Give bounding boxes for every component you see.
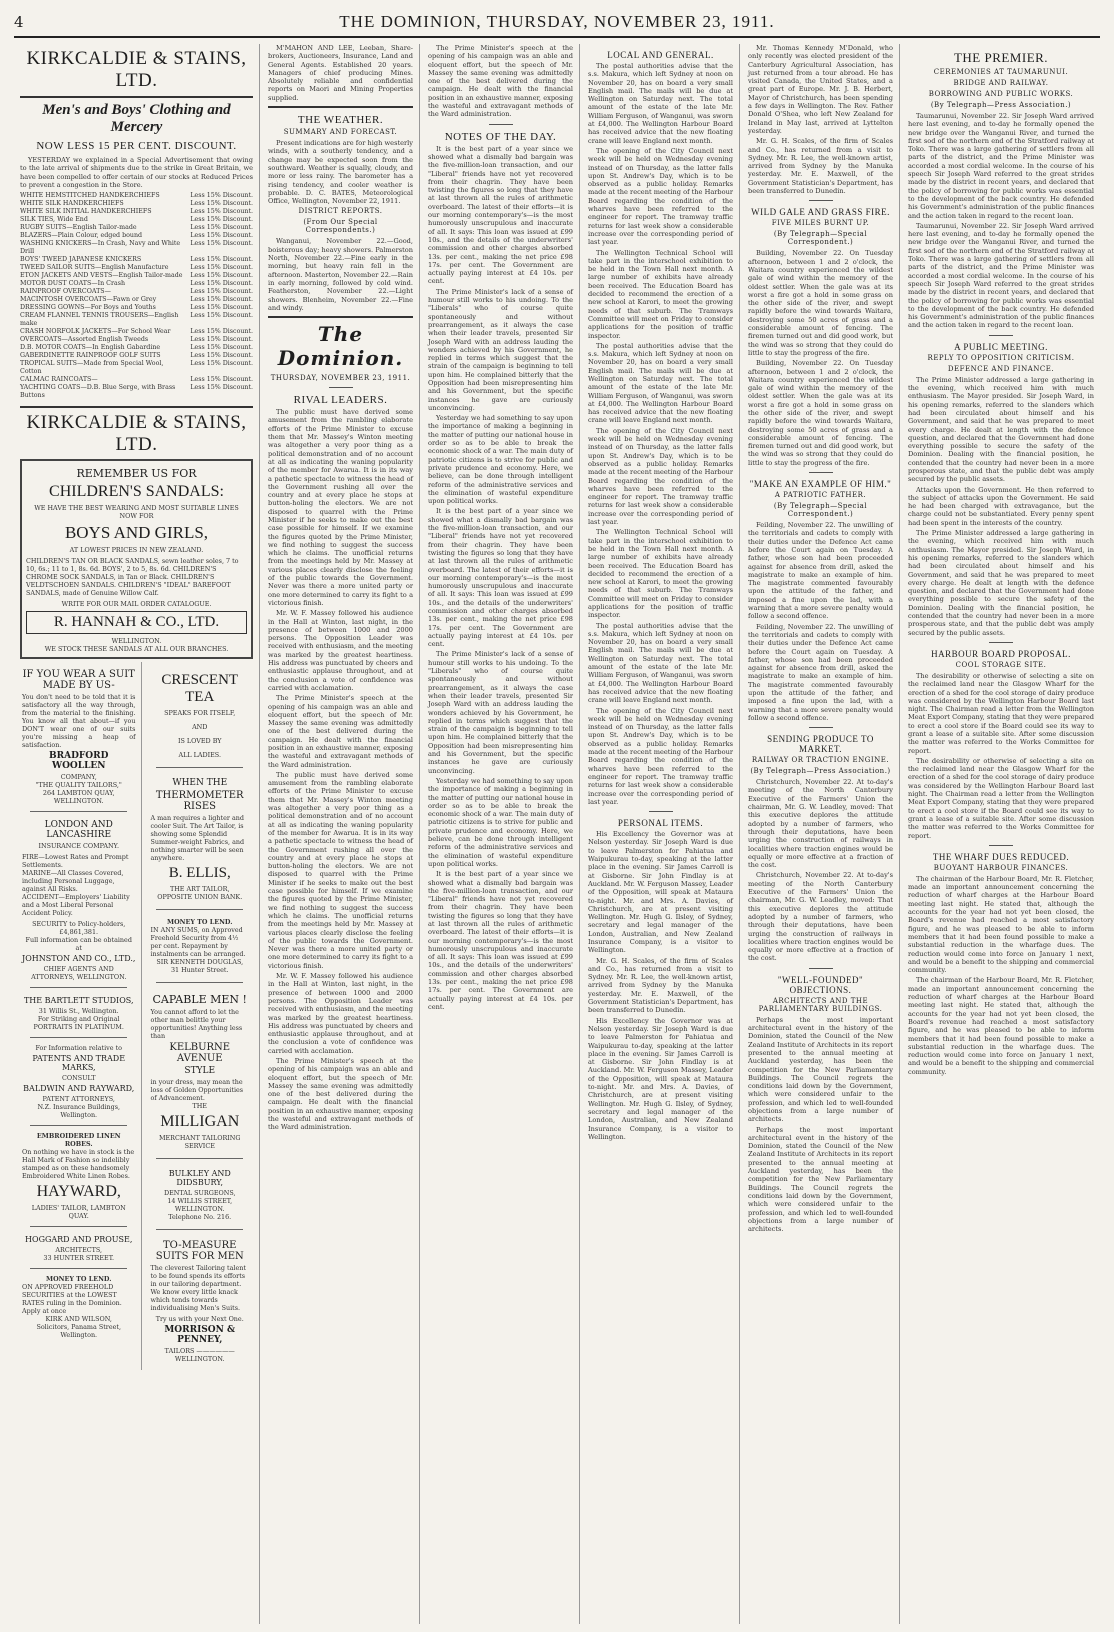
crescent-l1: SPEAKS FOR ITSELF,: [164, 709, 236, 718]
price-item-discount: Less 15% Discount.: [190, 360, 253, 368]
weather-corr: (From Our Special Correspondents.): [303, 218, 378, 235]
column-1: [14, 44, 260, 1624]
ll-fire: FIRE—Lowest Rates and Prompt Settlements.: [22, 853, 129, 870]
masthead: [14, 8, 1100, 38]
price-item-name: OVERCOATS—Assorted English Tweeds: [20, 336, 149, 344]
price-list-item: [20, 216, 253, 224]
sending-produce-body: Christchurch, November 22. At to-day's meeting of the North Canterbury Executive of the Farmers' Union the chairman, Mr. G. W. Leadley, moved: That this executive deplores the attitude adopted by a number of farmers, who through their deputations, have been urging the construction of railways in localities where traction engines would be equally or more effective at a fraction of the cost. Christchurch, November 22. At to-day's meeting of the North Canterbury Executive of the Farmers' Union the chairman, Mr. G. W. Leadley, moved: That this executive deplores the attitude adopted by a number of farmers, who through their deputations, have been urging the construction of railways in localities where traction engines would be equally or more effective at a fraction of the cost.: [748, 778, 893, 963]
bartlett-l1: For Striking and Original: [37, 1015, 120, 1024]
premier-body: Taumarunui, November 22. Sir Joseph Ward arrived here last evening, and to-day he formally opened the new bridge over the Wanganui River, and turned the first sod of the northern end of the Stratford railway at Toko. There was a large gathering of settlers from all parts of the district, and the Prime Minister was accorded a most cordial welcome. In the course of his speech Sir Joseph Ward referred to the great strides made by the district in recent years, and declared that the policy of borrowing for public works was essential to the development of the back country. He defended his Government's administration of the public finances and the action taken in regard to the recent loan. Taumarunui, November 22. Sir Joseph Ward arrived here last evening, and to-day he formally opened the new bridge over the Wanganui River, and turned the first sod of the northern end of the Stratford railway at Toko. There was a large gathering of settlers from all parts of the district, and the Prime Minister was accorded a most cordial welcome. In the course of his speech Sir Joseph Ward referred to the great strides made by the district in recent years, and declared that the policy of borrowing for public works was essential to the development of the back country. He defended his Government's administration of the public finances and the action taken in regard to the recent loan.: [908, 112, 1094, 330]
column-3: [422, 44, 580, 1624]
price-item-name: CRASH NORFOLK JACKETS—For School Wear: [20, 328, 171, 336]
example-heading: "MAKE AN EXAMPLE OF HIM.": [749, 479, 892, 490]
column-4: [582, 44, 740, 1624]
money-lend-body: IN ANY SUMS, on Approved Freehold Security from 4½ per cent. Repayment by instalments can be arranged.: [150, 926, 246, 959]
price-list-item: [20, 360, 253, 376]
price-item-discount: Less 15% Discount.: [190, 296, 253, 304]
bartlett-l2: PORTRAITS IN PLATINUM.: [33, 1023, 124, 1032]
kirkcaldie-sandals-name: KIRKCALDIE & STAINS, LTD.: [26, 412, 247, 456]
price-item-name: BOYS' TWEED JAPANESE KNICKERS: [20, 256, 142, 264]
milligan-sub: MERCHANT TAILORING SERVICE: [158, 1134, 241, 1151]
price-list-item: [20, 312, 253, 328]
wild-gale-body: Building, November 22. On Tuesday afternoon, between 1 and 2 o'clock, the Waitara country experienced the wildest gale of wind within the memory of the oldest settler. When the gale was at its worst a fire got a hold in some grass on the other side of the river, and swept rapidly before the wind towards Waitara, destroying some 50 acres of grass and a considerable amount of fencing. The firemen turned out and did good work, but the wind was so strong that they could do little to stay the progress of the fire. Building, November 22. On Tuesday afternoon, between 1 and 2 o'clock, the Waitara country experienced the wildest gale of wind within the memory of the oldest settler. When the gale was at its worst a fire got a hold in some grass on the other side of the river, and swept rapidly before the wind towards Waitara, destroying some 50 acres of grass and a considerable amount of fencing. The firemen turned out and did good work, but the wind was so strong that they could do little to stay the progress of the fire.: [748, 249, 893, 467]
morrison-name: MORRISON & PENNEY,: [164, 1325, 236, 1346]
hoggard-addr: 33 HUNTER STREET.: [43, 1254, 115, 1263]
weather-body: Present indications are for high westerly winds, with a southerly tendency, and a change may be expected soon from the southward. Weather is squally, cloudy, and more or less rainy. The barometer has a rising tendency, and cooler weather is probable. D. C. BATES, Meteorological Office, Wellington, November 22, 1911.: [268, 139, 413, 206]
milligan-name: MILLIGAN: [160, 1113, 240, 1131]
mlb-addr: Solicitors, Panama Street, Wellington.: [36, 1323, 122, 1340]
district-reports: DISTRICT REPORTS.: [298, 207, 383, 216]
notes-body: It is the best part of a year since we showed what a dismally bad bargain was the five-million-loan transaction, and our "Liberal" friends have not yet recovered from their chagrin. They have been twisting the figures so long that they have at last thrown all the rules of arithmetic overboard. The latest of their efforts—it is our morning contemporary's—is the most humorously unscrupulous and inaccurate of all. It says: This loan was issued at £99 10s., and the details of the underwriters' commission and other charges absorbed 13s. per cent., making the net price £98 17s. per cent. The Government are actually paying interest at £4 10s. per cent. The Prime Minister's lack of a sense of humour still works to his undoing. To the "Liberals" who of course quite spontaneously and without prearrangement, as it always the case when their leader travels, presented Sir Joseph Ward with an address lauding the wonders achieved by his Government, he replied in terms which suggest that the strain of the campaign is beginning to tell upon him. He complained bitterly that the Opposition had been misrepresenting him and his Government, but the specific instances he gave are curiously unconvincing. Yesterday we had something to say upon the importance of making a beginning in the matter of putting our national house in order so as to be able to break the economic shock of a war. The main duty of patriotic citizens is to strive for public and private prudence and economy. Here, we believe, can be done through intelligent reform of the administrative services and the elimination of wasteful expenditure upon political works. It is the best part of a year since we showed what a dismally bad bargain was the five-million-loan transaction, and our "Liberal" friends have not yet recovered from their chagrin. They have been twisting the figures so long that they have at last thrown all the rules of arithmetic overboard. The latest of their efforts—it is our morning contemporary's—is the most humorously unscrupulous and inaccurate of all. It says: This loan was issued at £99 10s., and the details of the underwriters' commission and other charges absorbed 13s. per cent., making the net price £98 17s. per cent. The Government are actually paying interest at £4 10s. per cent. The Prime Minister's lack of a sense of humour still works to his undoing. To the "Liberals" who of course quite spontaneously and without prearrangement, as it always the case when their leader travels, presented Sir Joseph Ward with an address lauding the wonders achieved by his Government, he replied in terms which suggest that the strain of the campaign is beginning to tell upon him. He complained bitterly that the Opposition had been misrepresenting him and his Government, but the specific instances he gave are curiously unconvincing. Yesterday we had something to say upon the importance of making a beginning in the matter of putting our national house in order so as to be able to break the economic shock of a war. The main duty of patriotic citizens is to strive for public and private prudence and economy. Here, we believe, can be done through intelligent reform of the administrative services and the elimination of wasteful expenditure upon political works. It is the best part of a year since we showed what a dismally bad bargain was the five-million-loan transaction, and our "Liberal" friends have not yet recovered from their chagrin. They have been twisting the figures so long that they have at last thrown all the rules of arithmetic overboard. The latest of their efforts—it is our morning contemporary's—is the most humorously unscrupulous and inaccurate of all. It says: This loan was issued at £99 10s., and the details of the underwriters' commission and other charges absorbed 13s. per cent., making the net price £98 17s. per cent. The Government are actually paying interest at £4 10s. per cent.: [428, 144, 573, 1011]
money-lend-addr: 31 Hunter Street.: [170, 966, 229, 975]
intro-text: YESTERDAY we explained in a Special Advertisement that owing to the late arrival of shipments due to the strike in Great Britain, we have been compelled to offer certain of our stocks at Reduced Prices to prevent a congestion in the Store.: [20, 156, 253, 189]
sandals-detail: CHILDREN'S TAN OR BLACK SANDALS, sewn leather soles, 7 to 10, 6s.; 11 to 1, 8s. 6d. BOYS', 2 to 5, 8s. 6d. CHILDREN'S CHROME SOCK SANDALS, in Tan or Black. CHILDREN'S VELDTSCHOEN SANDALS. CHILDREN'S "IDEAL" BAREFOOT SANDALS, made of Genuine Willow Calf.: [26, 557, 239, 598]
mahon-notice: M'MAHON AND LEE, Leeban, Share-brokers, Auctioneers, Insurance, Land and General Agents. Established 20 years. Managers of chief producing Mines. Absolutely reliable and confidential reports on Maori and Mining Properties supplied.: [268, 44, 413, 102]
price-item-discount: Less 15% Discount.: [190, 264, 253, 272]
price-list: [20, 192, 253, 400]
thermo-body: A man requires a lighter and cooler Suit. The Art Tailor, is showing some Splendid Summer-weight Fabrics, and nothing smarter will be seen anywhere.: [150, 814, 245, 863]
crescent-name: CRESCENT TEA: [161, 672, 239, 706]
price-item-discount: Less 15% Discount.: [190, 384, 253, 392]
price-item-discount: Less 15% Discount.: [190, 304, 253, 312]
well-founded-sub: ARCHITECTS AND THE PARLIAMENTARY BUILDINGS.: [758, 996, 883, 1013]
hoggard-ad: [20, 1231, 137, 1264]
hannah-name: R. HANNAH & CO., LTD.: [26, 611, 247, 634]
sandals-prices: AT LOWEST PRICES IN NEW ZEALAND.: [69, 546, 204, 555]
sandals-branches: WE STOCK THESE SANDALS AT ALL OUR BRANCHES.: [44, 645, 229, 654]
column-2: [262, 44, 420, 1624]
column-6: [902, 44, 1100, 1624]
price-item-name: YACHTING COATS—D.B. Blue Serge, with Brass Buttons: [20, 384, 176, 400]
price-list-item: [20, 376, 253, 384]
masthead-title: THE DOMINION, THURSDAY, NOVEMBER 23, 1911.: [339, 12, 775, 31]
notes-heading: NOTES OF THE DAY.: [444, 130, 557, 143]
public-meeting-sub: REPLY TO OPPOSITION CRITICISM.: [927, 353, 1075, 362]
price-item-name: BLAZERS—Plain Colour, edged bound: [20, 232, 143, 240]
price-item-discount: Less 15% Discount.: [190, 288, 253, 296]
capable-h2: KELBURNE AVENUE: [169, 1042, 231, 1065]
mlb-name: KIRK AND WILSON,: [45, 1315, 112, 1324]
price-item-discount: Less 15% Discount.: [190, 200, 253, 208]
bradford-name: BRADFORD WOOLLEN: [49, 751, 109, 772]
ellis-addr: OPPOSITE UNION BANK.: [157, 893, 243, 902]
harbour-board-heading: HARBOUR BOARD PROPOSAL.: [931, 648, 1071, 659]
ellis-name: B. ELLIS,: [168, 865, 231, 882]
weather-sub: SUMMARY AND FORECAST.: [283, 128, 398, 137]
well-founded-heading: "WELL-FOUNDED" OBJECTIONS.: [777, 974, 864, 995]
price-list-item: [20, 224, 253, 232]
sandals-heading: CHILDREN'S SANDALS:: [49, 483, 224, 501]
ll-sub: INSURANCE COMPANY.: [38, 842, 119, 851]
price-list-item: [20, 280, 253, 288]
ll-chief: CHIEF AGENTS AND ATTORNEYS, WELLINGTON.: [31, 965, 127, 982]
price-item-name: SILK TIES, Wide End: [20, 216, 88, 224]
price-item-discount: Less 15% Discount.: [190, 232, 253, 240]
example-corr: (By Telegraph—Special Correspondent.): [773, 502, 868, 519]
price-list-item: [20, 352, 253, 360]
harbour-board-body: The desirability or otherwise of selecting a site on the reclaimed land near the Glasgow Wharf for the erection of a shed for the cool storage of dairy produce was considered by the Wellington Harbour Board last night. The Chairman read a letter from the Wellington Meat Export Company, stating that they were prepared to erect a cool store if the Board could see its way to grant a lease of a suitable site. After some discussion the matter was referred to the Works Committee for report. The desirability or otherwise of selecting a site on the reclaimed land near the Glasgow Wharf for the erection of a shed for the cool storage of dairy produce was considered by the Wellington Harbour Board last night. The Chairman read a letter from the Wellington Meat Export Company, stating that they were prepared to erect a cool store if the Board could see its way to grant a lease of a suitable site. After some discussion the matter was referred to the Works Committee for report.: [908, 671, 1094, 840]
crescent-tea-ad: [146, 665, 253, 763]
price-item-name: CREAM FLANNEL TENNIS TROUSERS—English make: [20, 312, 179, 328]
patents-addr: N.Z. Insurance Buildings, Wellington.: [37, 1103, 121, 1120]
embroidered-h: EMBROIDERED LINEN ROBES.: [36, 1132, 121, 1149]
money-lend-bottom-ad: [20, 1273, 137, 1341]
capable-h3: STYLE: [184, 1066, 216, 1077]
price-item-discount: Less 15% Discount.: [190, 224, 253, 232]
personal-body: His Excellency the Governor was at Nelson yesterday. Sir Joseph Ward is due to leave Palmerston for Pahiatua and Waipukurau to-day, speaking at the latter place in the evening. Sir James Carroll is at Gisborne. Sir John Findlay is at Auckland. Mr. W. Ferguson Massey, Leader of the Opposition, will speak at Mataura to-night. Mr. and Mrs. A. Davies, of Christchurch, are at present visiting Wellington. Mr. Hugh G. Ilsley, of Sydney, secretary and legal manager of the London, Australian, and New Zealand Insurance Company, is a visitor to Wellington. Mr. G. H. Scales, of the firm of Scales and Co., has returned from a visit to Sydney. Mr. R. Lee, the well-known artist, arrived from Sydney by the Manuka yesterday. Mr. E. Maxwell, of the Government Statistician's Department, has been transferred to Dunedin. His Excellency the Governor was at Nelson yesterday. Sir Joseph Ward is due to leave Palmerston for Pahiatua and Waipukurau to-day, speaking at the latter place in the evening. Sir James Carroll is at Gisborne. Sir John Findlay is at Auckland. Mr. W. Ferguson Massey, Leader of the Opposition, will speak at Mataura to-night. Mr. and Mrs. A. Davies, of Christchurch, are at present visiting Wellington. Mr. Hugh G. Ilsley, of Sydney, secretary and legal manager of the London, Australian, and New Zealand Insurance Company, is a visitor to Wellington.: [588, 830, 733, 1141]
col3-continuation: The Prime Minister's speech at the opening of his campaign was an able and eloquent effort, but the speech of Mr. Massey the same evening was admittedly one of the best delivered during the campaign. He dealt with the financial position in an exhaustive manner, exposing the wasteful and extravagant methods of the Ward administration.: [428, 44, 573, 119]
price-item-name: TROPICAL SUITS—Made from Special Wool, Cotton: [20, 360, 164, 376]
bulkley-sub: DENTAL SURGEONS,: [163, 1189, 236, 1198]
wild-gale-sub: FIVE MILES BURNT UP.: [771, 219, 870, 228]
premier-corr: (By Telegraph—Press Association.): [930, 101, 1072, 109]
wharf-dues-sub: BUOYANT HARBOUR FINANCES.: [933, 863, 1069, 872]
patents-agents: PATENT ATTORNEYS,: [42, 1095, 115, 1104]
dominion-date: THURSDAY, NOVEMBER 23, 1911.: [270, 374, 411, 383]
wild-gale-heading: WILD GALE AND GRASS FIRE.: [751, 207, 890, 218]
price-list-item: [20, 272, 253, 280]
wharf-dues-heading: THE WHARF DUES REDUCED.: [932, 851, 1070, 862]
crescent-and: AND: [192, 723, 208, 732]
premier-sub: CEREMONIES AT TAUMARUNUI.: [933, 68, 1069, 76]
thermo-h1: WHEN THE: [172, 778, 228, 789]
price-item-name: WASHING KNICKERS—In Crash, Navy and White Drill: [20, 240, 181, 256]
bradford-address: 264 LAMBTON QUAY, WELLINGTON.: [42, 789, 115, 806]
price-item-discount: Less 15% Discount.: [190, 376, 253, 384]
wild-gale-corr: (By Telegraph—Special Correspondent.): [773, 230, 868, 247]
crescent-l3: ALL LADIES.: [178, 751, 221, 760]
price-item-name: RAINPROOF OVERCOATS—: [20, 288, 111, 296]
price-item-discount: Less 15% Discount.: [190, 328, 253, 336]
weather-body2: Wanganui, November 22.—Good, boisterous day; heavy showers. Palmerston North, November 22.—Fine early in the morning, but heavy rain fell in the afternoon. Masterton, November 22.—Rain in early morning, followed by cold wind. Featherston, November 22.—Light showers. Blenheim, November 22.—Fine and windy.: [268, 237, 414, 312]
bradford-company: COMPANY,: [60, 773, 97, 782]
to-measure-body: The cleverest Tailoring talent to be found spends its efforts in our tailoring department. We know every little knack which tends towards individualising Men's Suits.: [150, 1264, 246, 1313]
price-item-name: WHITE SILK HANDKERCHIEFS: [20, 200, 124, 208]
sandals-boys-girls: BOYS AND GIRLS,: [64, 523, 209, 543]
well-founded-body: Perhaps the most important architectural event in the history of the Dominion, stated the Council of the New Zealand Institute of Architects in its report presented to the annual meeting at Auckland yesterday, has been the competition for the New Parliamentary Buildings. The Council regrets the conditions laid down by the Government, which were considered unfair to the profession, and which led to well-founded objections from a large number of architects. Perhaps the most important architectural event in the history of the Dominion, stated the Council of the New Zealand Institute of Architects in its report presented to the annual meeting at Auckland yesterday, has been the competition for the New Parliamentary Buildings. The Council regrets the conditions laid down by the Government, which were considered unfair to the profession, and which led to well-founded objections from a large number of architects.: [748, 1015, 893, 1234]
price-item-name: GABERDINETTE RAINPROOF GOLF SUITS: [20, 352, 161, 360]
sending-produce-heading: SENDING PRODUCE TO MARKET.: [767, 734, 874, 755]
price-list-item: [20, 384, 253, 400]
ll-accident: ACCIDENT—Employers' Liability and a Most Liberal Personal Accident Policy.: [22, 893, 130, 918]
price-list-item: [20, 256, 253, 264]
price-list-item: [20, 304, 253, 312]
price-list-item: [20, 344, 253, 352]
to-measure-try: Try us with your Next One.: [155, 1315, 244, 1324]
patents-consult: CONSULT: [61, 1074, 96, 1083]
to-measure-ad: [146, 1234, 253, 1367]
morrison-sub: TAILORS —————— WELLINGTON.: [164, 1347, 235, 1364]
hayward-sub: LADIES' TAILOR, LAMBTON QUAY.: [31, 1204, 126, 1221]
price-item-discount: Less 15% Discount.: [190, 256, 253, 264]
price-list-item: [20, 336, 253, 344]
price-item-name: RUGBY SUITS—English Tailor-made: [20, 224, 137, 232]
premier-sub3: BORROWING AND PUBLIC WORKS.: [928, 90, 1074, 98]
public-meeting-body: The Prime Minister addressed a large gathering in the evening, which received him with much enthusiasm. The Mayor presided. Sir Joseph Ward, in his opening remarks, referred to the slanders which had been circulated about himself and his Government, and said that he was prepared to meet every charge. He dealt at length with the defence question, and declared that the Government had done everything possible to secure the safety of the Dominion. Dealing with the financial position, he contended that the country had never been in a more prosperous state, and that the public debt was amply secured by the public assets. Attacks upon the Government. He then referred to the subject of attacks upon the Government. He said he had been charged with extravagance, but the charge could not be substantiated. Every penny spent had been spent in the interests of the country. The Prime Minister addressed a large gathering in the evening, which received him with much enthusiasm. The Mayor presided. Sir Joseph Ward, in his opening remarks, referred to the slanders which had been circulated about himself and his Government, and said that he was prepared to meet every charge. He dealt at length with the defence question, and declared that the Government had done everything possible to secure the safety of the Dominion. Dealing with the financial position, he contended that the country had never been in a more prosperous state, and that the public debt was amply secured by the public assets.: [908, 375, 1094, 637]
price-item-name: WHITE SILK INITIAL HANDKERCHIEFS: [20, 208, 152, 216]
patents-name: PATENTS AND TRADE MARKS,: [32, 1054, 126, 1073]
example-body: Feilding, November 22. The unwilling of the territorials and cadets to comply with their duties under the Defence Act came before the Court again on Tuesday. A father, whose son had been proceeded against for absence from drill, asked the magistrate to make an example of him. The magistrate commented favourably upon the attitude of the father, and imposed a fine upon the lad, with a warning that a more severe penalty would follow a second offence. Feilding, November 22. The unwilling of the territorials and cadets to comply with their duties under the Defence Act came before the Court again on Tuesday. A father, whose son had been proceeded against for absence from drill, asked the magistrate to make an example of him. The magistrate commented favourably upon the attitude of the father, and imposed a fine upon the lad, with a warning that a more severe penalty would follow a second offence.: [748, 521, 893, 722]
bartlett-name: THE BARTLETT STUDIOS,: [23, 996, 134, 1006]
example-sub: A PATRIOTIC FATHER.: [774, 491, 867, 500]
price-item-name: TWEED SAILOR SUITS—English Manufacture: [20, 264, 169, 272]
price-item-name: WHITE HEMSTITCHED HANDKERCHIEFS: [20, 192, 160, 200]
bulkley-ad: [146, 1163, 253, 1225]
page-number: 4: [14, 13, 24, 31]
price-item-name: D.B. MOTOR COATS—In English Gabardine: [20, 344, 161, 352]
wharf-dues-body: The chairman of the Harbour Board, Mr. R. Fletcher, made an important announcement concerning the reduction of wharf charges at the Harbour Board meeting last night. He stated that, although the accounts for the year had not yet been closed, the Board's revenue had reached a most satisfactory figure, and he was pleased to be able to inform members that it had been found possible to make a substantial reduction in the wharfage dues. The reduction would come into force on January 1 next, and would be a benefit to the shipping and commercial community. The chairman of the Harbour Board, Mr. R. Fletcher, made an important announcement concerning the reduction of wharf charges at the Harbour Board meeting last night. He stated that, although the accounts for the year had not yet been closed, the Board's revenue had reached a most satisfactory figure, and he was pleased to be able to inform members that it had been found possible to make a substantial reduction in the wharfage dues. The reduction would come into force on January 1 next, and would be a benefit to the shipping and commercial community.: [908, 874, 1094, 1076]
sending-produce-sub: RAILWAY OR TRACTION ENGINE.: [751, 756, 890, 765]
price-item-discount: Less 15% Discount.: [190, 192, 253, 200]
thermometer-ad: [146, 772, 253, 905]
price-item-discount: Less 15% Discount.: [190, 240, 253, 248]
bartlett-ad: [20, 992, 137, 1033]
price-list-item: [20, 192, 253, 200]
price-list-item: [20, 296, 253, 304]
dominion-nameplate: The Dominion.: [277, 322, 404, 371]
ll-info: Full information can be obtained at: [25, 936, 132, 953]
embroidered-body: On nothing we have in stock is the Hall Mark of Fashion so indelibly stamped as on these handsomely Embroidered White Linen Robes.: [22, 1148, 135, 1181]
ll-security: SECURITY to Policy-holders, £4,861,381.: [32, 920, 126, 937]
price-list-item: [20, 288, 253, 296]
money-lend-h: MONEY TO LEND.: [167, 918, 233, 927]
mlb-body: ON APPROVED FREEHOLD SECURITIES at the LOWEST RATES ruling in the Dominion. Apply at once: [22, 1283, 122, 1316]
crescent-l2: IS LOVED BY: [177, 737, 222, 746]
london-lancashire-ad: [20, 816, 137, 983]
public-meeting-sub2: DEFENCE AND FINANCE.: [947, 364, 1055, 373]
capable-h1: CAPABLE MEN !: [152, 993, 247, 1007]
capable-ad: [146, 987, 253, 1154]
harbour-board-sub: COOL STORAGE SITE.: [955, 660, 1047, 669]
local-general-heading: LOCAL AND GENERAL.: [607, 50, 714, 60]
sandals-remember: REMEMBER US FOR: [76, 467, 197, 481]
bulkley-name: BULKLEY AND DIDSBURY,: [168, 1169, 231, 1188]
patents-ad: [20, 1042, 137, 1121]
price-item-name: ETON JACKETS AND VESTS—English Tailor-made: [20, 272, 183, 280]
price-list-item: [20, 240, 253, 256]
price-list-item: [20, 232, 253, 240]
column-5: [742, 44, 900, 1624]
bulkley-addr: 14 WILLIS STREET, WELLINGTON.: [167, 1197, 233, 1214]
clothing-heading: Men's and Boys' Clothing and Mercery: [42, 102, 231, 135]
rival-leaders-body: The public must have derived some amusement from the rambling elaborate efforts of the Prime Minister to excuse them that Mr. Massey's Winton meeting was altogether a very poor thing as a political demonstration and of no account at all as indicating the waning popularity of the member for Awarua. It is in its way a pathetic spectacle to witness the head of the Government rushing all over the country and at every place he stops at button-holing the electors. We are not disposed to quarrel with the Prime Minister if he seeks to make out the best case possible for himself. If we examine the figures quoted by the Prime Minister, we find nothing to suggest the success which he claims. The unofficial returns from the meetings held by Mr. Massey at various places clearly disclose the feeling of the public towards the Government. Never was there a more united party or one more determined to carry its fight to a victorious finish. Mr. W. F. Massey followed his audience in the Hall at Winton, last night, in the presence of between 1000 and 2000 persons. The Opposition Leader was received with enthusiasm, and the meeting was marked by the greatest heartiness. His address was punctuated by cheers and enthusiastic applause throughout, and at the conclusion a vote of confidence was carried with acclamation. The Prime Minister's speech at the opening of his campaign was an able and eloquent effort, but the speech of Mr. Massey the same evening was admittedly one of the best delivered during the campaign. He dealt with the financial position in an exhaustive manner, exposing the wasteful and extravagant methods of the Ward administration. The public must have derived some amusement from the rambling elaborate efforts of the Prime Minister to excuse them that Mr. Massey's Winton meeting was altogether a very poor thing as a political demonstration and of no account at all as indicating the waning popularity of the member for Awarua. It is in its way a pathetic spectacle to witness the head of the Government rushing all over the country and at every place he stops at button-holing the electors. We are not disposed to quarrel with the Prime Minister if he seeks to make out the best case possible for himself. If we examine the figures quoted by the Prime Minister, we find nothing to suggest the success which he claims. The unofficial returns from the meetings held by Mr. Massey at various places clearly disclose the feeling of the public towards the Government. Never was there a more united party or one more determined to carry its fight to a victorious finish. Mr. W. F. Massey followed his audience in the Hall at Winton, last night, in the presence of between 1000 and 2000 persons. The Opposition Leader was received with enthusiasm, and the meeting was marked by the greatest heartiness. His address was punctuated by cheers and enthusiastic applause throughout, and at the conclusion a vote of confidence was carried with acclamation. The Prime Minister's speech at the opening of his campaign was an able and eloquent effort, but the speech of Mr. Massey the same evening was admittedly one of the best delivered during the campaign. He dealt with the financial position in an exhaustive manner, exposing the wasteful and extravagant methods of the Ward administration.: [268, 408, 413, 1132]
price-item-discount: Less 15% Discount.: [190, 208, 253, 216]
bradford-tag: "THE QUALITY TAILORS,": [35, 781, 122, 790]
capable-body: You cannot afford to let the other man belittle your opportunities! Anything less than: [150, 1008, 243, 1041]
patents-firm: BALDWIN AND RAYWARD,: [23, 1084, 135, 1094]
sandals-write: WRITE FOR OUR MAIL ORDER CATALOGUE.: [61, 600, 212, 609]
milligan-the: THE: [192, 1102, 207, 1111]
weather-heading: THE WEATHER.: [297, 114, 384, 127]
kirkcaldie-name: KIRKCALDIE & STAINS, LTD.: [26, 48, 247, 91]
capable-body2: in your dress, may mean the loss of Golden Opportunities of Advancement.: [150, 1078, 244, 1103]
price-item-discount: Less 15% Discount.: [190, 312, 253, 320]
mlb-h: MONEY TO LEND.: [46, 1275, 112, 1284]
price-list-item: [20, 200, 253, 208]
price-item-name: DRESSING GOWNS—For Boys and Youths: [20, 304, 156, 312]
premier-sub2: BRIDGE AND RAILWAY.: [953, 79, 1049, 87]
price-item-name: CALMAC RAINCOATS—: [20, 376, 98, 384]
price-item-discount: Less 15% Discount.: [190, 336, 253, 344]
rival-leaders-heading: RIVAL LEADERS.: [293, 394, 388, 407]
price-item-name: MACINTOSH OVERCOATS—Fawn or Grey: [20, 296, 157, 304]
money-lend-name: SIR KENNETH DOUGLAS,: [156, 958, 244, 967]
patents-h: For Information relative to: [35, 1044, 122, 1053]
hoggard-name: HOGGARD AND PROUSE,: [25, 1235, 133, 1245]
premier-heading: THE PREMIER.: [953, 50, 1049, 65]
hayward-name: HAYWARD,: [36, 1183, 121, 1201]
col5-top: Mr. Thomas Kennedy M'Donald, who only recently was elected president of the Canterbury Agricultural Association, has just returned from a tour abroad. He has visited Canada, the United States, and a great part of Europe. Mr. J. B. Herbert, Mayor of Christchurch, has been spending a few days in Wellington. The Rev. Father Donald O'Shea, who left New Zealand for Ireland in May last, arrived at Lyttelton yesterday. Mr. G. H. Scales, of the firm of Scales and Co., has returned from a visit to Sydney. Mr. R. Lee, the well-known artist, arrived from Sydney by the Manuka yesterday. Mr. E. Maxwell, of the Government Statistician's Department, has been transferred to Dunedin.: [748, 44, 893, 196]
bradford-ad: [20, 665, 137, 807]
to-measure-h: TO-MEASURE SUITS FOR MEN: [155, 1240, 244, 1263]
discount-line: NOW LESS 15 PER CENT. DISCOUNT.: [36, 140, 237, 152]
bradford-top: IF YOU WEAR A SUIT MADE BY US-: [22, 669, 135, 692]
sending-produce-corr: (By Telegraph—Press Association.): [750, 767, 891, 776]
price-list-item: [20, 208, 253, 216]
ll-marine: MARINE—All Classes Covered, including Personal Luggage, against All Risks.: [22, 869, 124, 894]
money-lend-ad: [146, 914, 253, 978]
sandals-ad: [20, 459, 253, 659]
hoggard-sub: ARCHITECTS,: [55, 1246, 103, 1255]
embroidered-ad: [20, 1130, 137, 1222]
personal-heading: PERSONAL ITEMS.: [617, 818, 704, 829]
hannah-city: WELLINGTON.: [111, 637, 162, 646]
price-list-item: [20, 328, 253, 336]
price-list-item: [20, 264, 253, 272]
sandals-line1: WE HAVE THE BEST WEARING AND MOST SUITABLE LINES NOW FOR: [34, 504, 239, 521]
bartlett-addr: 31 Willis St., Wellington.: [38, 1007, 119, 1016]
bulkley-tel: Telephone No. 216.: [168, 1213, 232, 1222]
thermo-h2: THERMOMETER RISES: [155, 790, 244, 813]
ll-name: LONDON AND LANCASHIRE: [44, 820, 113, 841]
price-item-discount: Less 15% Discount.: [190, 280, 253, 288]
price-item-discount: Less 15% Discount.: [190, 216, 253, 224]
local-general-body: The postal authorities advise that the s.s. Makura, which left Sydney at noon on November 20, has on board a very small English mail. The mails will be due at Wellington on Saturday next. The total amount of the estate of the late Mr. William Ferguson, of Wanganui, was sworn at £4,000. The Wellington Harbour Board has received advice that the new floating crane will leave England next month. The opening of the City Council next week will be held on Wednesday evening instead of on Thursday, as the latter falls upon St. Andrew's Day, which is to be observed as a public holiday. Remarks made at the recent meeting of the Harbour Board regarding the condition of the wharves have been referred to the engineer for report. The tramway traffic returns for last week show a considerable increase over the corresponding period of last year. The Wellington Technical School will take part in the interschool exhibition to be held in the Town Hall next month. A large number of exhibits have already been received. The Education Board has decided to recommend the erection of a new school at Karori, to meet the growing needs of that suburb. The Tramways Committee will meet on Friday to consider applications for the position of traffic inspector. The postal authorities advise that the s.s. Makura, which left Sydney at noon on November 20, has on board a very small English mail. The mails will be due at Wellington on Saturday next. The total amount of the estate of the late Mr. William Ferguson, of Wanganui, was sworn at £4,000. The Wellington Harbour Board has received advice that the new floating crane will leave England next month. The opening of the City Council next week will be held on Wednesday evening instead of on Thursday, as the latter falls upon St. Andrew's Day, which is to be observed as a public holiday. Remarks made at the recent meeting of the Harbour Board regarding the condition of the wharves have been referred to the engineer for report. The tramway traffic returns for last week show a considerable increase over the corresponding period of last year. The Wellington Technical School will take part in the interschool exhibition to be held in the Town Hall next month. A large number of exhibits have already been received. The Education Board has decided to recommend the erection of a new school at Karori, to meet the growing needs of that suburb. The Tramways Committee will meet on Friday to consider applications for the position of traffic inspector. The postal authorities advise that the s.s. Makura, which left Sydney at noon on November 20, has on board a very small English mail. The mails will be due at Wellington on Saturday next. The total amount of the estate of the late Mr. William Ferguson, of Wanganui, was sworn at £4,000. The Wellington Harbour Board has received advice that the new floating crane will leave England next month. The opening of the City Council next week will be held on Wednesday evening instead of on Thursday, as the latter falls upon St. Andrew's Day, which is to be observed as a public holiday. Remarks made at the recent meeting of the Harbour Board regarding the condition of the wharves have been referred to the engineer for report. The tramway traffic returns for last week show a considerable increase over the corresponding period of last year.: [588, 62, 733, 806]
ll-agents: JOHNSTON AND CO., LTD.,: [22, 954, 136, 964]
price-item-discount: Less 15% Discount.: [190, 272, 253, 280]
bradford-body: You don't need to be told that it is satisfactory all the way through, from the material to the finishing. You know all that about—if you DON'T wear one of our suits you're missing a heap of satisfaction.: [22, 693, 136, 750]
price-item-discount: Less 15% Discount.: [190, 344, 253, 352]
price-item-discount: Less 15% Discount.: [190, 352, 253, 360]
public-meeting-heading: A PUBLIC MEETING.: [954, 341, 1048, 352]
price-item-name: MOTOR DUST COATS—In Crash: [20, 280, 125, 288]
ellis-sub: THE ART TAILOR,: [169, 885, 230, 894]
